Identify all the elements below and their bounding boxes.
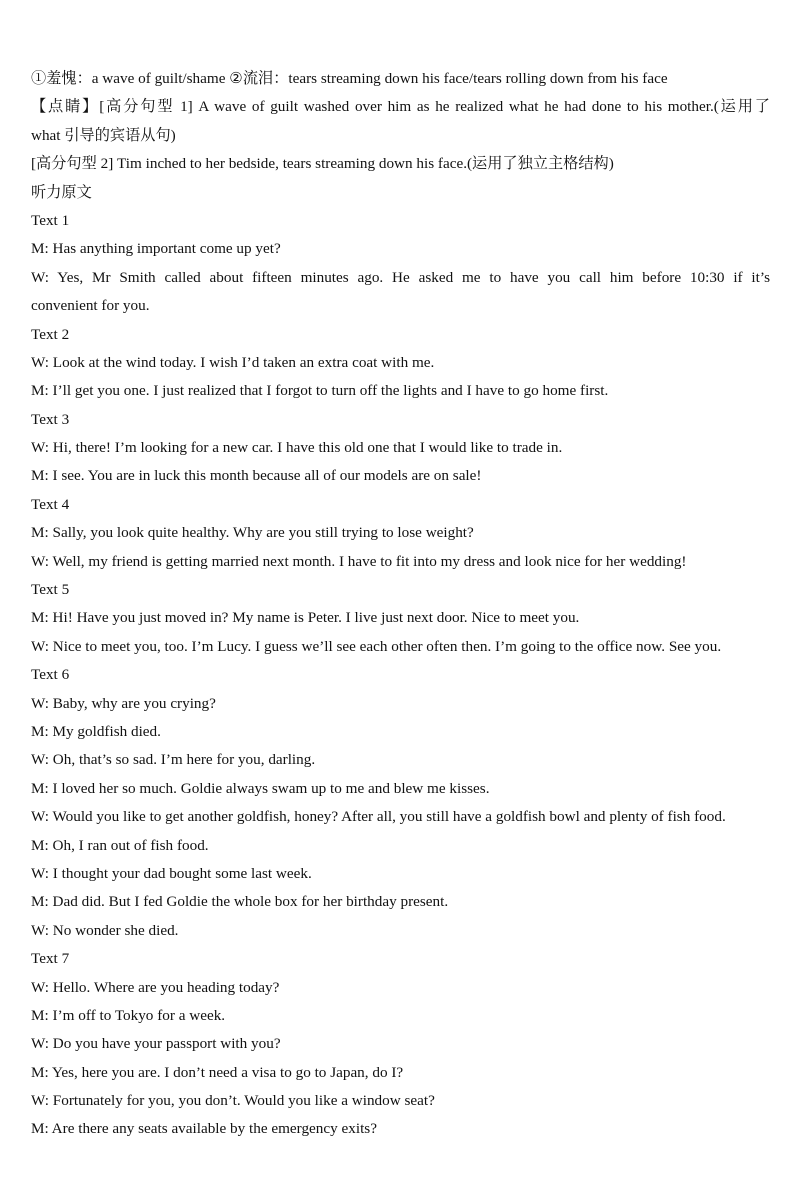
dialogue-line: W: Would you like to get another goldfish, honey? After all, you still have a goldfish bowl and plenty of fish food. [31, 808, 726, 826]
text-2-title: Text 2 [31, 325, 70, 343]
dialogue-line: M: I’m off to Tokyo for a week. [31, 1006, 226, 1024]
text-7-title: Text 7 [31, 950, 70, 968]
dialogue-line: M: Yes, here you are. I don’t need a visa to go to Japan, do I? [31, 1063, 404, 1081]
text-5-title: Text 5 [31, 581, 70, 599]
text-6-title: Text 6 [31, 666, 70, 684]
dialogue-line: W: Oh, that’s so sad. I’m here for you, darling. [31, 751, 316, 769]
dialogue-line: M: Has anything important come up yet? [31, 240, 281, 258]
dialogue-line: W: Look at the wind today. I wish I’d taken an extra coat with me. [31, 353, 435, 371]
dialogue-line: M: I loved her so much. Goldie always swam up to me and blew me kisses. [31, 779, 490, 797]
dialogue-line: W: Nice to meet you, too. I’m Lucy. I guess we’ll see each other often then. I’m going to the office now. See you. [31, 637, 722, 655]
dialogue-line: M: Sally, you look quite healthy. Why are you still trying to lose weight? [31, 524, 474, 542]
dialogue-line: W: Do you have your passport with you? [31, 1035, 281, 1053]
text-4-title: Text 4 [31, 495, 70, 513]
dialogue-line: W: Hi, there! I’m looking for a new car. I have this old one that I would like to trade in. [31, 439, 563, 457]
dialogue-line: M: I’ll get you one. I just realized that I forgot to turn off the lights and I have to go home first. [31, 382, 609, 400]
document-page [31, 65, 770, 1144]
highlight-1-line-1: 【点睛】[高分句型 1] A wave of guilt washed over him as he realized what he had done to his mother.(运用了 [31, 98, 770, 116]
dialogue-line: W: Fortunately for you, you don’t. Would you like a window seat? [31, 1092, 435, 1110]
dialogue-line: M: Dad did. But I fed Goldie the whole box for her birthday present. [31, 893, 449, 911]
dialogue-line: W: Baby, why are you crying? [31, 694, 216, 712]
dialogue-line: M: My goldfish died. [31, 722, 161, 740]
text-3-title: Text 3 [31, 410, 70, 428]
text-1-title: Text 1 [31, 211, 70, 229]
highlight-2-line: [高分句型 2] Tim inched to her bedside, tears streaming down his face.(运用了独立主格结构) [31, 155, 614, 173]
dialogue-line: W: Well, my friend is getting married next month. I have to fit into my dress and look nice for her wedding! [31, 552, 687, 570]
dialogue-line: W: No wonder she died. [31, 921, 179, 939]
dialogue-line: M: I see. You are in luck this month because all of our models are on sale! [31, 467, 482, 485]
vocab-line: ①羞愧：a wave of guilt/shame ②流泪：tears streaming down his face/tears rolling down from his face [31, 70, 668, 87]
dialogue-line: M: Oh, I ran out of fish food. [31, 836, 209, 854]
dialogue-line-continued: convenient for you. [31, 297, 150, 315]
dialogue-line: W: Hello. Where are you heading today? [31, 978, 280, 996]
dialogue-line: W: I thought your dad bought some last week. [31, 864, 312, 882]
dialogue-line: W: Yes, Mr Smith called about fifteen minutes ago. He asked me to have you call him before 10:30 if it’s [31, 268, 770, 286]
transcript-heading: 听力原文 [31, 183, 92, 201]
highlight-1-line-2: what 引导的宾语从句) [31, 126, 176, 144]
dialogue-line: M: Are there any seats available by the emergency exits? [31, 1120, 377, 1138]
dialogue-line: M: Hi! Have you just moved in? My name is Peter. I live just next door. Nice to meet you. [31, 609, 580, 627]
